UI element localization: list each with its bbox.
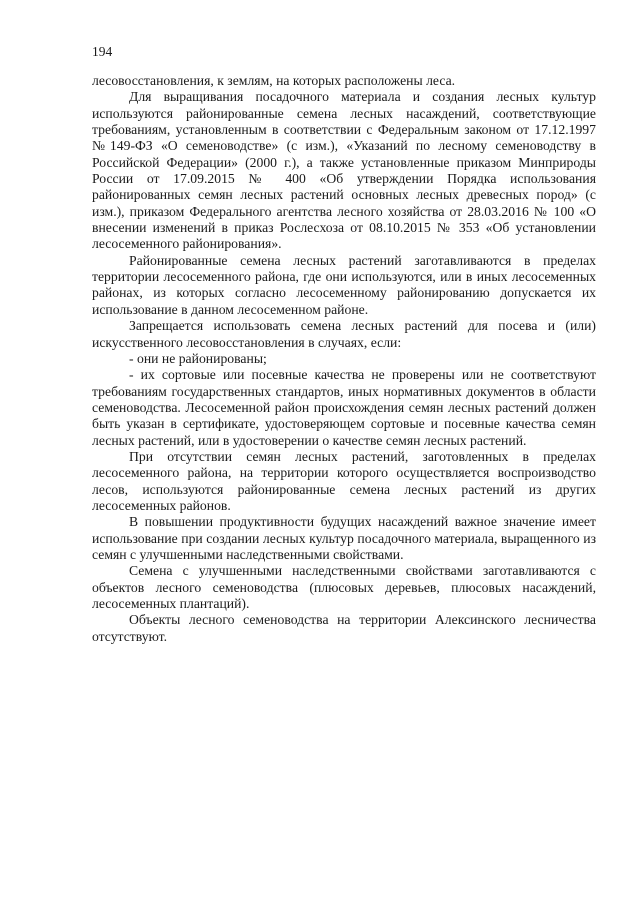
list-item-not-zoned: - они не районированы;: [129, 350, 267, 366]
paragraph-no-objects: Объекты лесного семеноводства на территории Алексинского лесничества отсутствуют.: [92, 612, 596, 644]
body-text: [92, 73, 596, 645]
paragraph-continuation: лесовосстановления, к землям, на которых расположены леса.: [92, 73, 456, 88]
paragraph-other-regions: При отсутствии семян лесных растений, заготовленных в пределах лесосеменного района, на территории которого осуществляется воспроизводство лесов, используются районированные семена лесных растений из других лесосеменных районов.: [92, 448, 596, 513]
paragraph-seed-requirements: Для выращивания посадочного материала и создания лесных культур используются районированные семена лесных насаждений, соответствующие требованиям, установленным в соответствии с Федеральным законом от 17.12.1997 №149-ФЗ «О семеноводстве» (с изм.), «Указаний по лесному семеноводству в Российской Федерации» (2000 г.), а также установленные приказом Минприроды России от 17.09.2015 № 400 «Об утверждении Порядка использования районированных семян лесных растений основных лесных древесных пород» (с изм.), приказом Федерального агентства лесного хозяйства от 28.03.2016 № 100 «О внесении изменений в приказ Рослесхоза от 08.10.2015 № 353 «Об установлении лесосеменного районирования».: [92, 89, 596, 252]
paragraph-productivity: В повышении продуктивности будущих насаждений важное значение имеет использование при создании лесных культур посадочного материала, выращенного из семян с улучшенными наследственными свойствами.: [92, 514, 596, 562]
paragraph-improved-seeds: Семена с улучшенными наследственными свойствами заготавливаются с объектов лесного семеноводства (плюсовых деревьев, плюсовых насаждений, лесосеменных плантаций).: [92, 563, 596, 611]
paragraph-zoned-seeds: Районированные семена лесных растений заготавливаются в пределах территории лесосеменного района, где они используются, или в иных лесосеменных районах, из которых согласно лесосеменному районированию допускается их использование в данном лесосеменном районе.: [92, 252, 596, 317]
paragraph-prohibition: Запрещается использовать семена лесных растений для посева и (или) искусственного лесовосстановления в случаях, если:: [92, 318, 596, 350]
page-number: 194: [92, 44, 113, 59]
list-item-quality-unchecked: - их сортовые или посевные качества не проверены или не соответствуют требованиям государственных стандартов, иных нормативных документов в области семеноводства. Лесосеменной район происхождения семян лесных растений должен быть указан в сертификате, удостоверяющем сортовые и посевные качества семян лесных растений, или в удостоверении о качестве семян лесных растений.: [92, 367, 596, 448]
